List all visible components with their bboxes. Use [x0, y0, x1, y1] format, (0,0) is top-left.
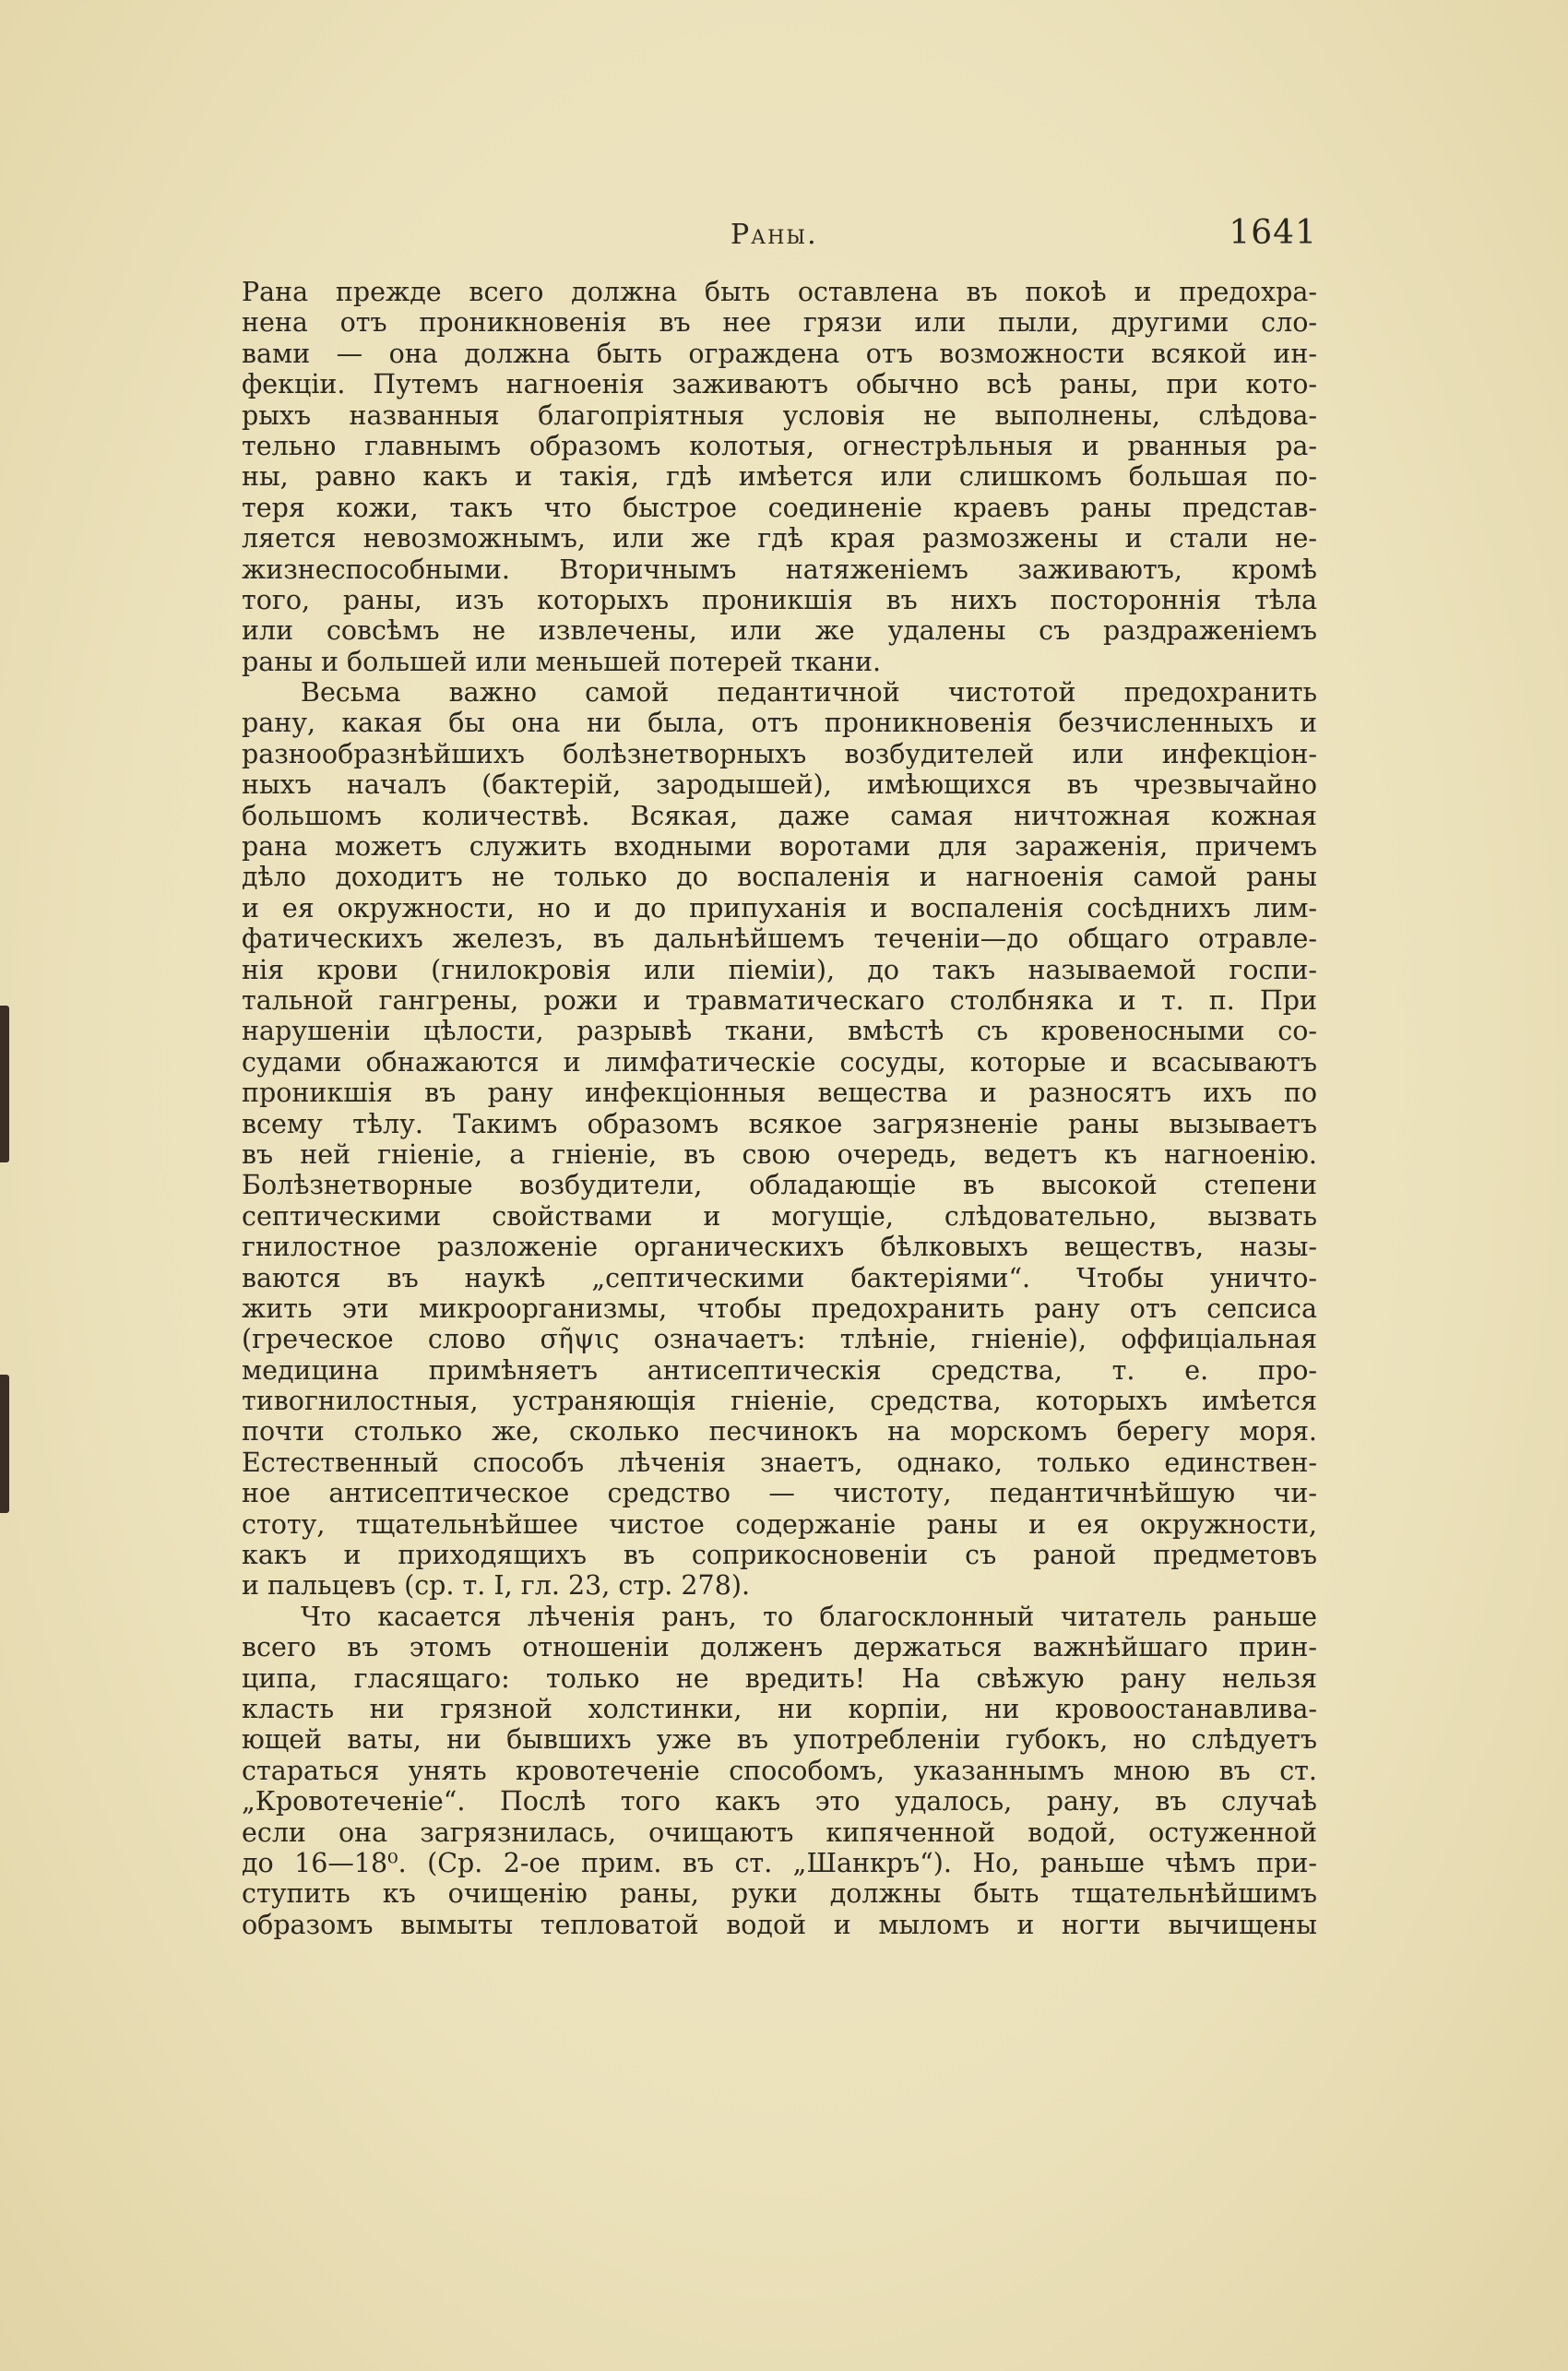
text-line: рыхъ названныя благопріятныя условія не выполнены, слѣдова- — [242, 399, 1317, 431]
text-line: всему тѣлу. Такимъ образомъ всякое загрязненіе раны вызываетъ — [242, 1108, 1317, 1139]
text-line: Рана прежде всего должна быть оставлена въ покоѣ и предохра- — [242, 277, 1317, 307]
text-line: (греческое слово σῆψις означаетъ: тлѣніе, гніеніе), оффиціальная — [242, 1324, 1317, 1355]
text-line: тальной гангрены, рожи и травматическаго столбняка и т. п. При — [242, 984, 1317, 1016]
text-line: какъ и приходящихъ въ соприкосновеніи съ раной предметовъ — [242, 1540, 1317, 1571]
binding-mark — [0, 1006, 9, 1162]
text-line: жить эти микроорганизмы, чтобы предохранить рану отъ сепсиса — [242, 1293, 1317, 1324]
text-line: или совсѣмъ не извлечены, или же удалены съ раздраженіемъ — [242, 615, 1317, 647]
text-line: класть ни грязной холстинки, ни корпіи, ни кровоостанавлива- — [242, 1693, 1317, 1724]
text-line: того, раны, изъ которыхъ проникшія въ нихъ постороннія тѣла — [242, 584, 1317, 615]
text-line: Весьма важно самой педантичной чистотой предохранить — [301, 677, 1317, 709]
text-line: рану, какая бы она ни была, отъ проникновенія безчисленныхъ и — [242, 708, 1317, 739]
text-line: ныхъ началъ (бактерій, зародышей), имѣющихся въ чрезвычайно — [242, 769, 1317, 801]
text-line: судами обнажаются и лимфатическіе сосуды, которые и всасываютъ — [242, 1046, 1317, 1078]
text-line: большомъ количествѣ. Всякая, даже самая ничтожная кожная — [242, 800, 1317, 831]
text-line: если она загрязнилась, очищаютъ кипяченной водой, остуженной — [242, 1817, 1317, 1848]
text-line: и пальцевъ (ср. т. I, гл. 23, стр. 278). — [242, 1570, 751, 1602]
text-line: всего въ этомъ отношеніи долженъ держаться важнѣйшаго прин- — [242, 1632, 1317, 1663]
text-line: нарушеніи цѣлости, разрывѣ ткани, вмѣстѣ съ кровеносными со- — [242, 1016, 1317, 1047]
text-line: и ея окружности, но и до припуханія и воспаленія сосѣднихъ лим- — [242, 892, 1317, 923]
text-line: ципа, гласящаго: только не вредить! На свѣжую рану нельзя — [242, 1662, 1317, 1694]
text-line: раны и большей или меньшей потерей ткани. — [242, 646, 882, 677]
text-line: Естественный способъ лѣченія знаетъ, однако, только единствен- — [242, 1447, 1317, 1478]
text-line: вами — она должна быть ограждена отъ возможности всякой ин- — [242, 338, 1317, 369]
text-line: тельно главнымъ образомъ колотыя, огнестрѣльныя и рванныя ра- — [242, 430, 1317, 461]
text-line: ляется невозможнымъ, или же гдѣ края размозжены и стали не- — [242, 523, 1317, 554]
text-line: фекціи. Путемъ нагноенія заживаютъ обычно всѣ раны, при кото- — [242, 369, 1317, 400]
text-line: стоту, тщательнѣйшее чистое содержаніе раны и ея окружности, — [242, 1508, 1317, 1540]
body-text — [242, 277, 1317, 1940]
page-header — [242, 214, 1317, 252]
text-line: „Кровотеченіе“. Послѣ того какъ это удалось, рану, въ случаѣ — [242, 1786, 1317, 1817]
text-line: образомъ вымыты тепловатой водой и мыломъ и ногти вычищены — [242, 1909, 1317, 1940]
page-number: 1641 — [1229, 214, 1317, 252]
text-line: до 16—18⁰. (Ср. 2-ое прим. въ ст. „Шанкръ“). Но, раньше чѣмъ при- — [242, 1847, 1317, 1878]
text-line: септическими свойствами и могущіе, слѣдовательно, вызвать — [242, 1200, 1317, 1232]
text-line: фатическихъ железъ, въ дальнѣйшемъ теченіи—до общаго отравле- — [242, 923, 1317, 955]
text-line: ющей ваты, ни бывшихъ уже въ употребленіи губокъ, но слѣдуетъ — [242, 1724, 1317, 1756]
text-line: теря кожи, такъ что быстрое соединеніе краевъ раны представ- — [242, 492, 1317, 523]
running-title: Раны. — [731, 219, 818, 251]
text-line: нія крови (гнилокровія или піеміи), до такъ называемой госпи- — [242, 954, 1317, 985]
text-line: нена отъ проникновенія въ нее грязи или пыли, другими сло- — [242, 307, 1317, 339]
text-line: ваются въ наукѣ „септическими бактеріями“. Чтобы уничто- — [242, 1262, 1317, 1293]
text-line: въ ней гніеніе, а гніеніе, въ свою очередь, ведетъ къ нагноенію. — [242, 1138, 1317, 1170]
text-line: разнообразнѣйшихъ болѣзнетворныхъ возбудителей или инфекціон- — [242, 738, 1317, 769]
text-line: стараться унять кровотеченіе способомъ, указаннымъ мною въ ст. — [242, 1755, 1317, 1786]
text-line: медицина примѣняетъ антисептическія средства, т. е. про- — [242, 1354, 1317, 1386]
text-line: жизнеспособными. Вторичнымъ натяженіемъ заживаютъ, кромѣ — [242, 554, 1317, 585]
text-line: дѣло доходитъ не только до воспаленія и нагноенія самой раны — [242, 862, 1317, 893]
text-line: гнилостное разложеніе органическихъ бѣлковыхъ веществъ, назы- — [242, 1232, 1317, 1263]
text-line: тивогнилостныя, устраняющія гніеніе, средства, которыхъ имѣется — [242, 1386, 1317, 1417]
text-line: Болѣзнетворные возбудители, обладающіе въ высокой степени — [242, 1170, 1317, 1201]
text-line: почти столько же, сколько песчинокъ на морскомъ берегу моря. — [242, 1416, 1317, 1448]
text-line: ное антисептическое средство — чистоту, педантичнѣйшую чи- — [242, 1478, 1317, 1509]
text-line: проникшія въ рану инфекціонныя вещества и разносятъ ихъ по — [242, 1078, 1317, 1109]
text-line: ны, равно какъ и такія, гдѣ имѣется или слишкомъ большая по- — [242, 461, 1317, 493]
text-line: Что касается лѣченія ранъ, то благосклонный читатель раньше — [301, 1601, 1317, 1632]
text-line: ступить къ очищенію раны, руки должны быть тщательнѣйшимъ — [242, 1878, 1317, 1910]
text-line: рана можетъ служить входными воротами для зараженія, причемъ — [242, 831, 1317, 863]
binding-mark — [0, 1375, 9, 1513]
